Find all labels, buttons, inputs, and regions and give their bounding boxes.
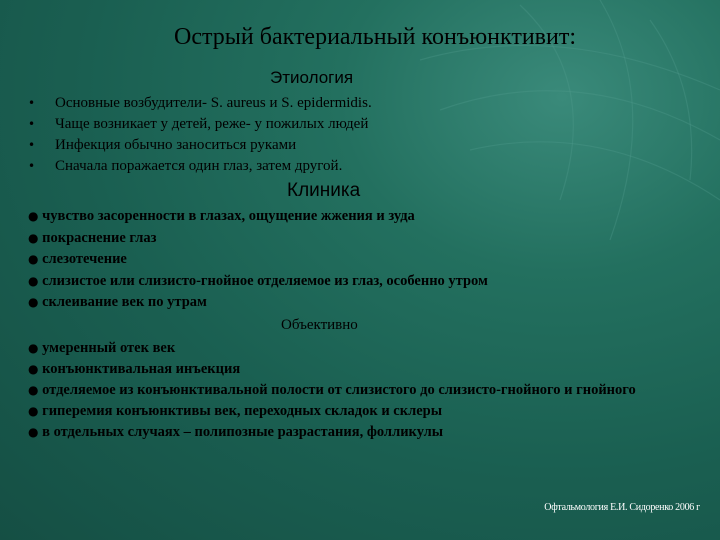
bullet-icon: • [28, 138, 36, 152]
bullet-icon: ● [28, 230, 39, 245]
slide-title: Острый бактериальный конъюнктивит: [174, 24, 576, 50]
list-item [28, 422, 640, 443]
footer-credit: Офтальмология Е.И. Сидоренко 2006 г [544, 502, 700, 513]
clinic-heading: Клиника [287, 180, 361, 201]
objective-item-text: отделяемое из конъюнктивальной полости от слизистого до слизисто-гнойного и гнойного [42, 382, 636, 398]
bullet-icon: ● [28, 209, 39, 223]
list-item [28, 228, 488, 250]
etiology-item-text: Чаще возникает у детей, реже- у пожилых людей [55, 116, 369, 132]
objective-item-text: в отдельных случаях – полипозные разрастания, фолликулы [42, 424, 444, 440]
bullet-icon: ● [28, 425, 39, 439]
list-item [28, 338, 640, 359]
objective-item-text: конъюнктивальная инъекция [42, 361, 241, 377]
bullet-icon: ● [28, 383, 39, 397]
clinic-item-text: покраснение глаз [42, 229, 157, 246]
bullet-icon: • [28, 117, 36, 131]
objective-item-text: гиперемия конъюнктивы век, переходных складок и склеры [42, 403, 443, 419]
list-item [28, 206, 488, 228]
list-item [28, 359, 640, 380]
etiology-item-text: Основные возбудители- S. aureus и S. epidermidis. [55, 95, 372, 111]
list-item [28, 156, 372, 177]
clinic-item-text: слизистое или слизисто-гнойное отделяемое из глаз, особенно утром [42, 272, 488, 289]
etiology-heading: Этиология [270, 68, 354, 87]
bullet-icon: ● [28, 404, 39, 418]
clinic-list [28, 206, 488, 314]
list-item [28, 292, 488, 314]
list-item [28, 271, 488, 293]
bullet-icon: • [28, 96, 36, 110]
bullet-icon: ● [28, 362, 39, 376]
bullet-icon: ● [28, 252, 39, 266]
list-item [28, 114, 372, 135]
list-item [28, 401, 640, 422]
clinic-item-text: слезотечение [42, 251, 127, 267]
objective-item-text: умеренный отек век [42, 340, 176, 356]
bullet-icon: ● [28, 341, 39, 355]
bullet-icon: ● [28, 273, 39, 288]
bullet-icon: • [28, 159, 36, 173]
clinic-item-text: склеивание век по утрам [42, 294, 207, 310]
etiology-list [28, 93, 372, 177]
objective-heading: Объективно [281, 317, 358, 333]
list-item [28, 135, 372, 156]
bullet-icon: ● [28, 295, 39, 309]
clinic-item-text: чувство засоренности в глазах, ощущение жжения и зуда [42, 208, 415, 224]
etiology-item-text: Инфекция обычно заноситься руками [55, 137, 297, 153]
list-item [28, 380, 668, 401]
list-item [28, 249, 488, 271]
etiology-item-text: Сначала поражается один глаз, затем другой. [55, 158, 343, 174]
list-item [28, 93, 372, 114]
objective-list [28, 338, 640, 443]
